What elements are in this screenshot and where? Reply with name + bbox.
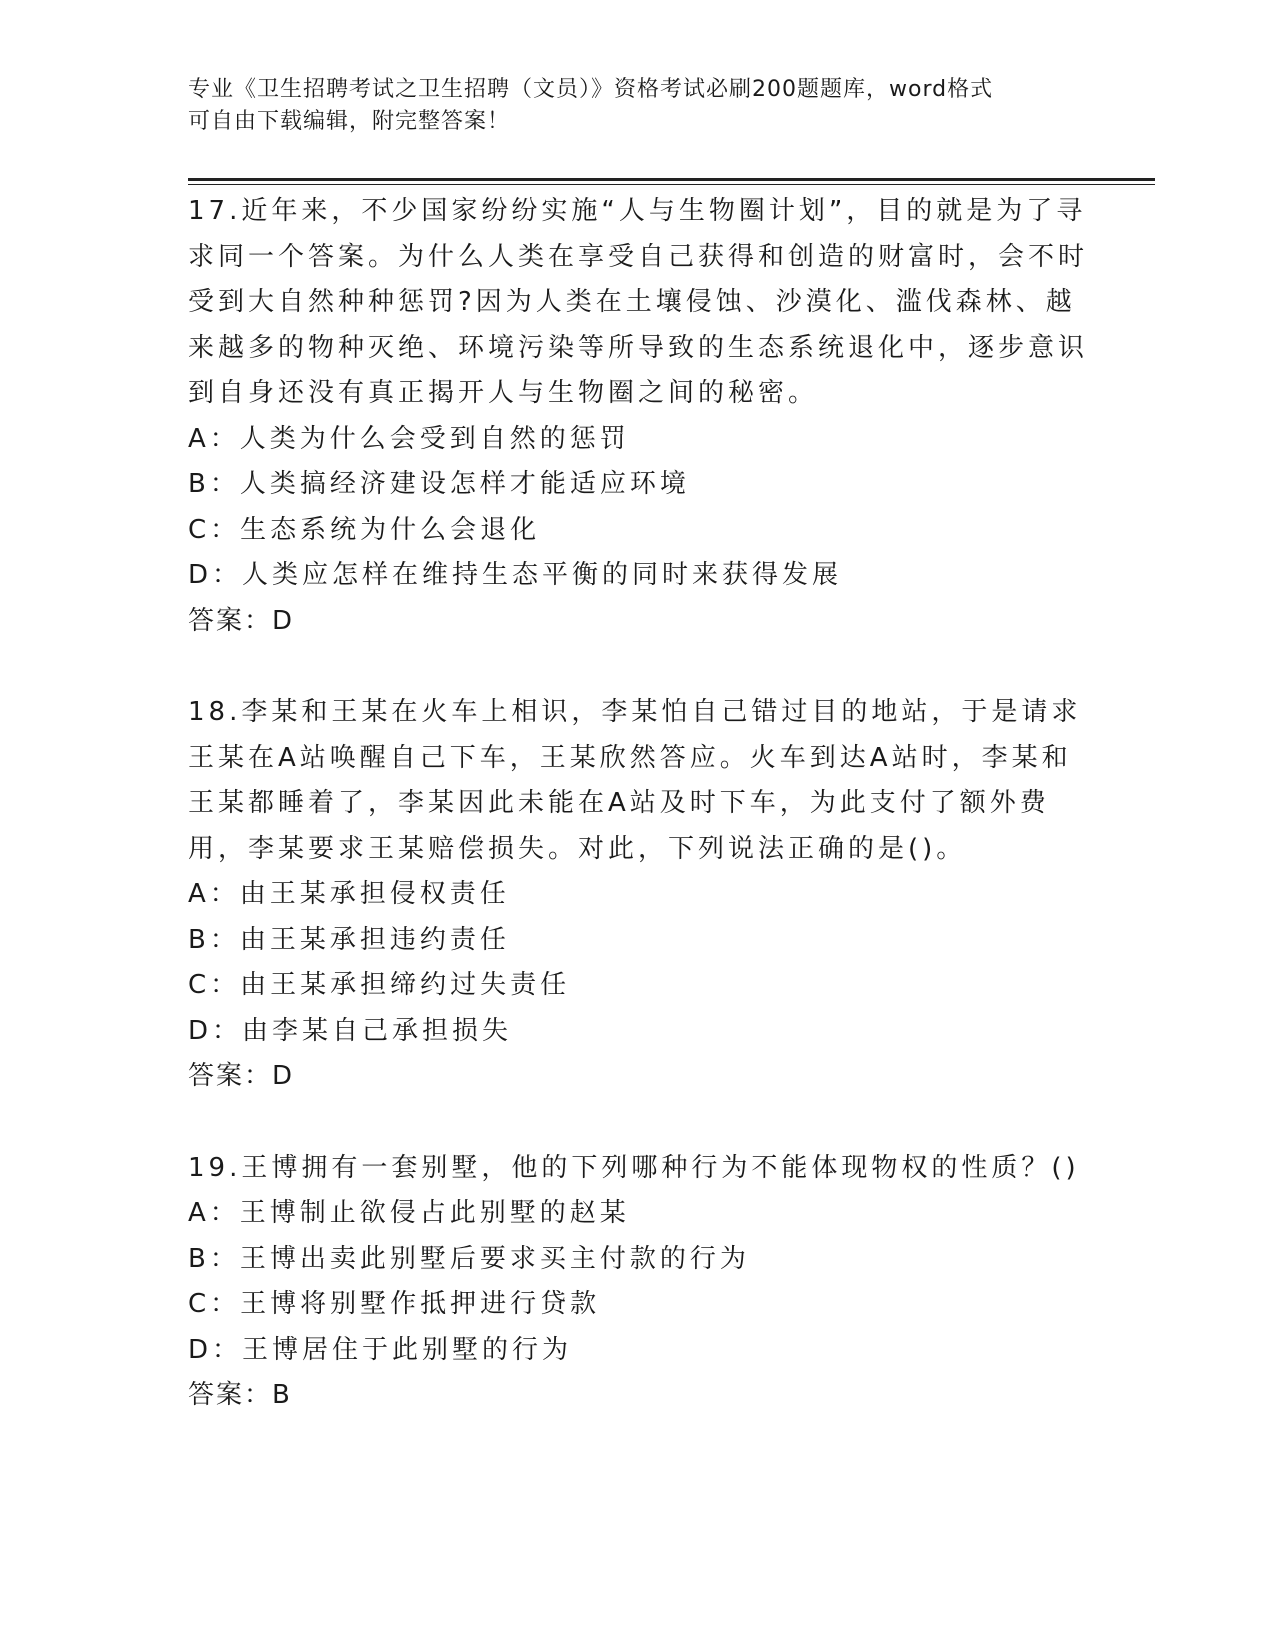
question-text: 18.李某和王某在火车上相识，李某怕自己错过目的地站，于是请求王某在A站唤醒自己下车，王某欣然答应。火车到达A站时，李某和王某都睡着了，李某因此未能在A站及时下车，为此支付了额外费用，李某要求王某赔偿损失。对此，下列说法正确的是()。 xyxy=(188,697,1082,864)
question-item xyxy=(188,189,1088,644)
answer-text: 答案：D xyxy=(188,605,295,636)
question-text: 17.近年来，不少国家纷纷实施“人与生物圈计划”，目的就是为了寻求同一个答案。为什么人类在享受自己获得和创造的财富时，会不时受到大自然种种惩罚?因为人类在土壤侵蚀、沙漠化、滥伐森林、越来越多的物种灭绝、环境污染等所导致的生态系统退化中，逐步意识到自身还没有真正揭开人与生物圈之间的秘密。 xyxy=(188,196,1089,408)
option-d: D：王博居住于此别墅的行为 xyxy=(188,1334,573,1365)
answer-text: 答案：D xyxy=(188,1061,295,1091)
question-item xyxy=(188,1146,1088,1419)
option-c: C：生态系统为什么会退化 xyxy=(188,514,541,545)
option-d: D：人类应怎样在维持生态平衡的同时来获得发展 xyxy=(188,560,843,590)
header-line-1: 专业《卫生招聘考试之卫生招聘（文员）》资格考试必刷200题题库，word格式 xyxy=(188,77,994,102)
document-header xyxy=(188,74,1088,138)
answer-text: 答案：B xyxy=(188,1380,292,1410)
question-item xyxy=(188,690,1088,1100)
header-line-2: 可自由下载编辑，附完整答案！ xyxy=(188,109,511,134)
question-list xyxy=(188,189,1088,1465)
option-a: A：由王某承担侵权责任 xyxy=(188,879,510,909)
header-divider-thick xyxy=(188,178,1155,181)
option-b: B：王博出卖此别墅后要求买主付款的行为 xyxy=(188,1243,750,1274)
header-divider-thin xyxy=(188,184,1155,185)
option-b: B：人类搞经济建设怎样才能适应环境 xyxy=(188,469,690,499)
option-a: A：王博制止欲侵占此别墅的赵某 xyxy=(188,1198,630,1228)
option-d: D：由李某自己承担损失 xyxy=(188,1015,513,1046)
option-c: C：王博将别墅作抵押进行贷款 xyxy=(188,1289,601,1319)
option-b: B：由王某承担违约责任 xyxy=(188,924,510,955)
question-text: 19.王博拥有一套别墅，他的下列哪种行为不能体现物权的性质？() xyxy=(188,1152,1080,1183)
option-a: A：人类为什么会受到自然的惩罚 xyxy=(188,423,630,454)
option-c: C：由王某承担缔约过失责任 xyxy=(188,970,571,1000)
